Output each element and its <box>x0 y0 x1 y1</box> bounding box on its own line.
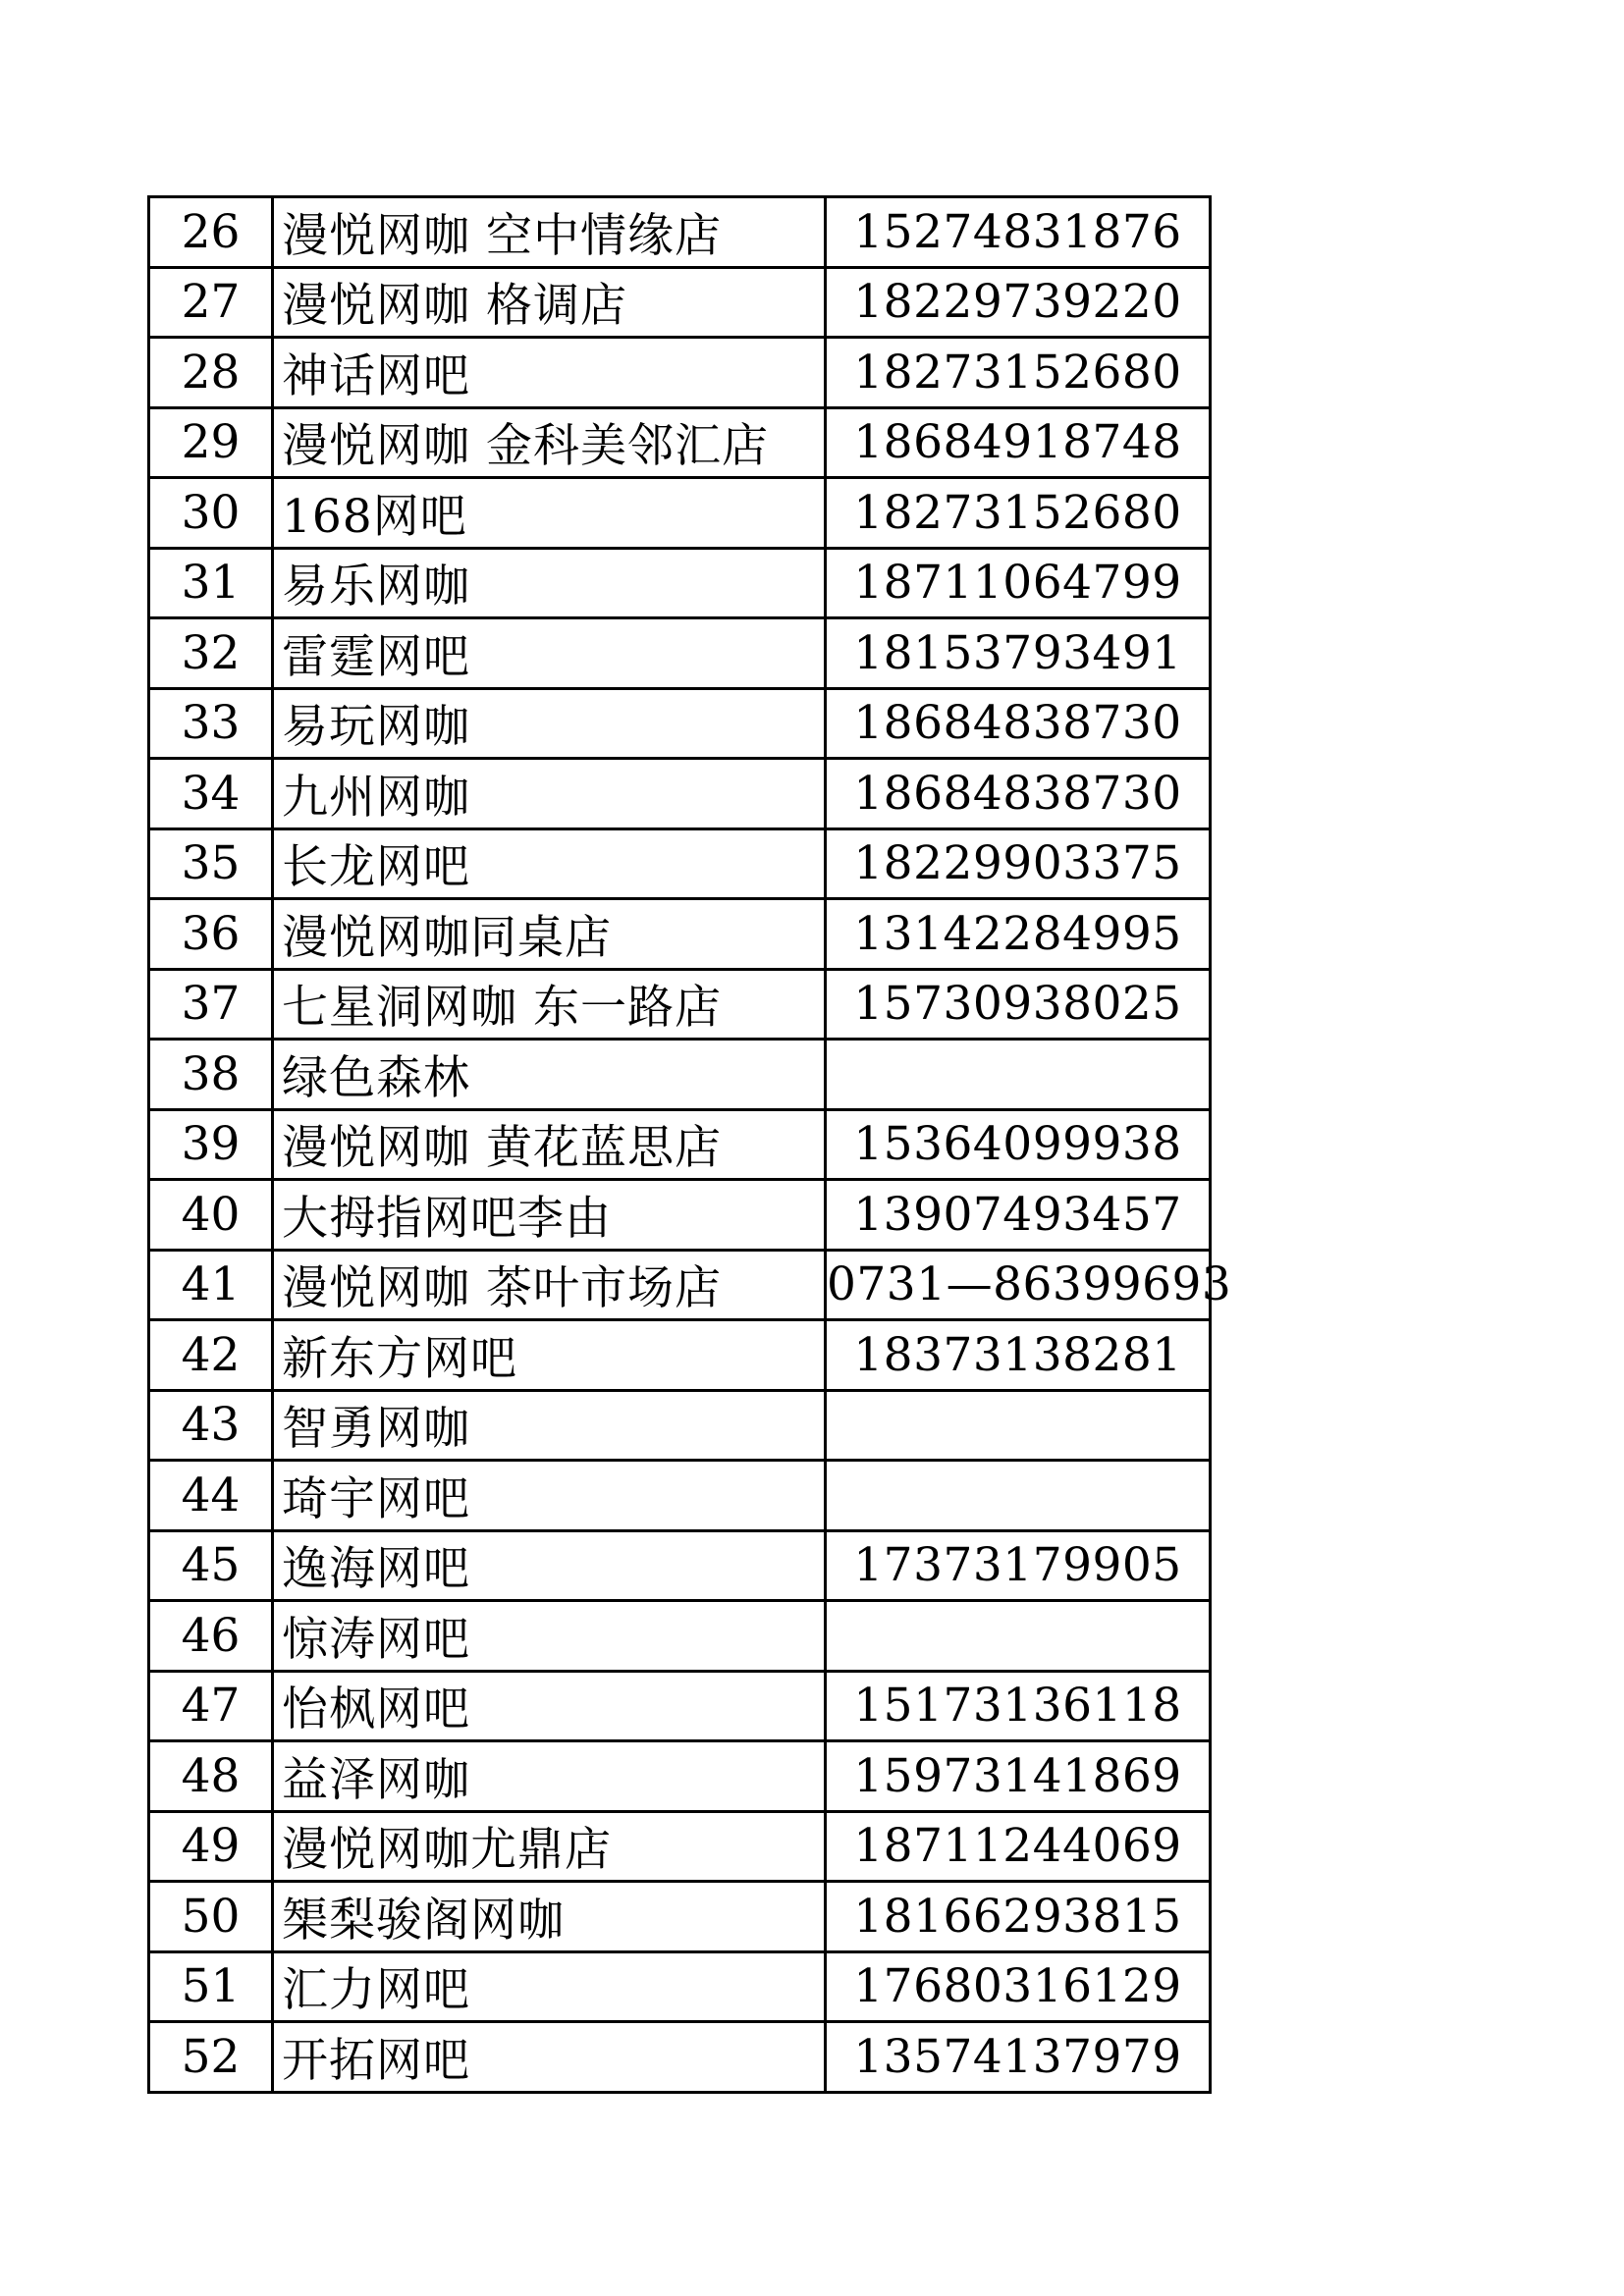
row-number-cell: 30 <box>150 479 274 547</box>
table-row <box>150 339 1212 409</box>
row-number-cell: 35 <box>150 830 274 898</box>
row-number-cell: 49 <box>150 1813 274 1881</box>
venue-name-cell: 漫悦网咖 金科美邻汇店 <box>274 409 827 477</box>
table-row <box>150 1673 1212 1743</box>
row-number-cell: 51 <box>150 1953 274 2021</box>
table-row <box>150 1602 1212 1673</box>
row-number-cell: 37 <box>150 971 274 1039</box>
table-row <box>150 479 1212 550</box>
row-number-cell: 26 <box>150 198 274 266</box>
phone-cell <box>827 1462 1212 1529</box>
table-row <box>150 1462 1212 1532</box>
table-row <box>150 1813 1212 1884</box>
venue-name-cell: 新东方网吧 <box>274 1321 827 1389</box>
venue-name-cell: 七星洞网咖 东一路店 <box>274 971 827 1039</box>
venue-name-cell: 168网吧 <box>274 479 827 547</box>
table-row <box>150 1181 1212 1252</box>
venue-name-cell: 怡枫网吧 <box>274 1673 827 1740</box>
phone-cell: 18229739220 <box>827 269 1212 337</box>
table-row <box>150 690 1212 761</box>
table-row <box>150 198 1212 269</box>
table-row <box>150 550 1212 620</box>
row-number-cell: 28 <box>150 339 274 406</box>
venue-name-cell: 易乐网咖 <box>274 550 827 617</box>
venue-name-cell: 汇力网吧 <box>274 1953 827 2021</box>
contact-table <box>147 195 1232 2094</box>
phone-cell: 18273152680 <box>827 339 1212 406</box>
table-row <box>150 1392 1212 1463</box>
phone-cell: 13142284995 <box>827 900 1212 968</box>
row-number-cell: 46 <box>150 1602 274 1670</box>
table-row <box>150 1041 1212 1111</box>
row-number-cell: 31 <box>150 550 274 617</box>
phone-cell <box>827 1392 1212 1460</box>
phone-cell: 18711244069 <box>827 1813 1212 1881</box>
row-number-cell: 52 <box>150 2023 274 2091</box>
venue-name-cell: 漫悦网咖 黄花蓝思店 <box>274 1111 827 1179</box>
row-number-cell: 38 <box>150 1041 274 1108</box>
phone-cell: 15173136118 <box>827 1673 1212 1740</box>
phone-cell: 13574137979 <box>827 2023 1212 2091</box>
row-number-cell: 41 <box>150 1252 274 1319</box>
phone-cell: 17680316129 <box>827 1953 1212 2021</box>
row-number-cell: 45 <box>150 1532 274 1600</box>
phone-cell: 15364099938 <box>827 1111 1212 1179</box>
venue-name-cell: 长龙网吧 <box>274 830 827 898</box>
table-row <box>150 900 1212 971</box>
table-row <box>150 971 1212 1041</box>
phone-cell <box>827 1602 1212 1670</box>
phone-cell: 15730938025 <box>827 971 1212 1039</box>
table-row <box>150 1321 1212 1392</box>
phone-cell: 18229903375 <box>827 830 1212 898</box>
row-number-cell: 29 <box>150 409 274 477</box>
phone-cell: 0731—86399693 <box>827 1252 1212 1319</box>
row-number-cell: 48 <box>150 1742 274 1810</box>
row-number-cell: 33 <box>150 690 274 758</box>
phone-cell: 17373179905 <box>827 1532 1212 1600</box>
venue-name-cell: 神话网吧 <box>274 339 827 406</box>
venue-name-cell: 惊涛网吧 <box>274 1602 827 1670</box>
venue-name-cell: 雷霆网吧 <box>274 619 827 687</box>
phone-cell: 18373138281 <box>827 1321 1212 1389</box>
table-row <box>150 1953 1212 2024</box>
venue-name-cell: 绿色森林 <box>274 1041 827 1108</box>
row-number-cell: 42 <box>150 1321 274 1389</box>
venue-name-cell: 漫悦网咖 茶叶市场店 <box>274 1252 827 1319</box>
row-number-cell: 39 <box>150 1111 274 1179</box>
row-number-cell: 44 <box>150 1462 274 1529</box>
phone-cell: 13907493457 <box>827 1181 1212 1249</box>
table-row <box>150 269 1212 340</box>
table-row <box>150 1883 1212 1953</box>
row-number-cell: 34 <box>150 760 274 828</box>
venue-name-cell: 开拓网吧 <box>274 2023 827 2091</box>
venue-name-cell: 漫悦网咖同桌店 <box>274 900 827 968</box>
table-row <box>150 1742 1212 1813</box>
phone-cell: 15274831876 <box>827 198 1212 266</box>
row-number-cell: 50 <box>150 1883 274 1950</box>
table-row <box>150 1111 1212 1182</box>
venue-name-cell: 漫悦网咖 空中情缘店 <box>274 198 827 266</box>
phone-cell: 18684918748 <box>827 409 1212 477</box>
venue-name-cell: 漫悦网咖尤鼎店 <box>274 1813 827 1881</box>
table-row <box>150 1532 1212 1603</box>
row-number-cell: 43 <box>150 1392 274 1460</box>
phone-cell: 18166293815 <box>827 1883 1212 1950</box>
table-row <box>150 2023 1212 2094</box>
row-number-cell: 47 <box>150 1673 274 1740</box>
venue-name-cell: 漫悦网咖 格调店 <box>274 269 827 337</box>
phone-cell: 18273152680 <box>827 479 1212 547</box>
venue-name-cell: 九州网咖 <box>274 760 827 828</box>
phone-cell: 15973141869 <box>827 1742 1212 1810</box>
row-number-cell: 36 <box>150 900 274 968</box>
venue-name-cell: 易玩网咖 <box>274 690 827 758</box>
phone-cell: 18684838730 <box>827 690 1212 758</box>
venue-name-cell: 榘梨骏阁网咖 <box>274 1883 827 1950</box>
table-row <box>150 830 1212 901</box>
row-number-cell: 40 <box>150 1181 274 1249</box>
phone-cell: 18153793491 <box>827 619 1212 687</box>
venue-name-cell: 智勇网咖 <box>274 1392 827 1460</box>
table-row <box>150 409 1212 480</box>
table-row <box>150 760 1212 830</box>
row-number-cell: 32 <box>150 619 274 687</box>
venue-name-cell: 琦宇网吧 <box>274 1462 827 1529</box>
phone-cell: 18684838730 <box>827 760 1212 828</box>
phone-cell: 18711064799 <box>827 550 1212 617</box>
row-number-cell: 27 <box>150 269 274 337</box>
venue-name-cell: 大拇指网吧李由 <box>274 1181 827 1249</box>
table-row <box>150 1252 1232 1322</box>
venue-name-cell: 逸海网吧 <box>274 1532 827 1600</box>
venue-name-cell: 益泽网咖 <box>274 1742 827 1810</box>
phone-cell <box>827 1041 1212 1108</box>
table-row <box>150 619 1212 690</box>
